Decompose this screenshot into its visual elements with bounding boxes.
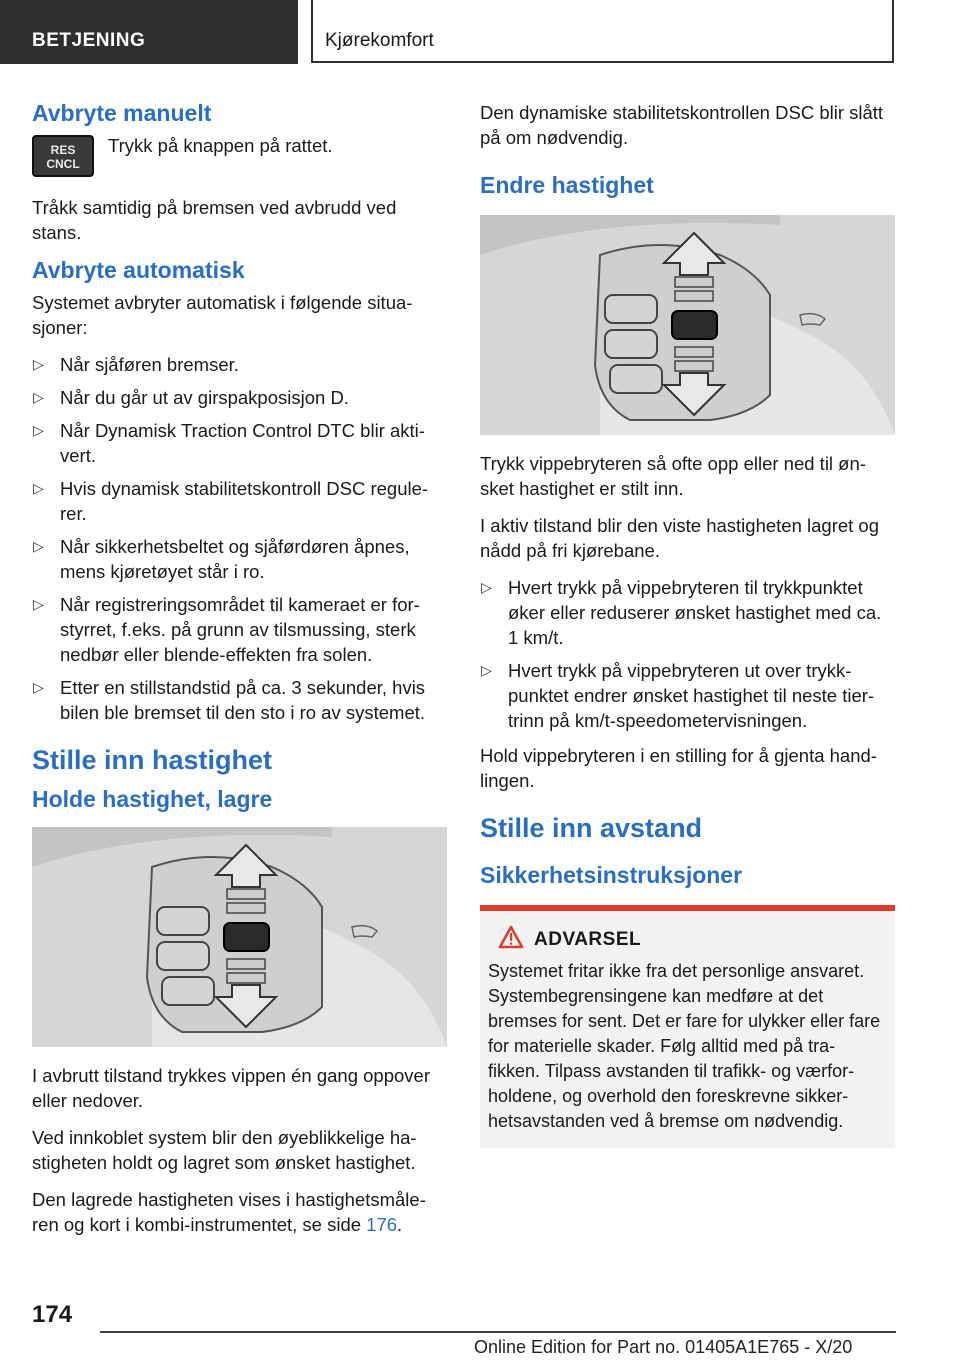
cncl-label: CNCL	[46, 157, 80, 171]
res-label: RES	[50, 143, 76, 157]
heading-safety: Sikkerhetsinstruksjoner	[480, 862, 743, 888]
list-item: ▷ Når sjåføren bremser.	[32, 352, 447, 377]
stored-speed-suffix: .	[397, 1214, 403, 1235]
heading-change-speed: Endre hastighet	[480, 172, 654, 198]
interrupted-state-text: I avbrutt tilstand trykkes vippen én gang oppover eller nedover.	[32, 1065, 430, 1111]
change-speed-list	[480, 575, 895, 733]
stored-speed-prefix: Den lagrede hastigheten vises i hastighetsmåle-ren og kort i kombi-instrumentet, se side	[32, 1189, 426, 1235]
list-item: ▷ Når Dynamisk Traction Control DTC blir akti-vert.	[32, 418, 447, 468]
press-instruction: Trykk på knappen på rattet.	[108, 135, 333, 156]
page-footer	[0, 1295, 960, 1362]
warning-title-text: ADVARSEL	[534, 929, 642, 950]
dsc-text: Den dynamiske stabilitetskontrollen DSC blir slått på om nødvendig.	[480, 102, 884, 148]
edition-text: Online Edition for Part no. 01405A1E765 - X/20	[474, 1337, 853, 1357]
steering-wheel-icon	[480, 215, 895, 435]
steering-wheel-rocker-illustration	[32, 827, 447, 1047]
list-item: ▷ Etter en stillstandstid på ca. 3 sekunder, hvis bilen ble bremset til den sto i ro av systemet.	[32, 675, 447, 725]
list-item: ▷ Hvert trykk på vippebryteren til trykkpunktet øker eller reduserer ønsket hastighet med ca. 1 km/t.	[480, 575, 895, 650]
warning-box	[480, 905, 895, 1148]
heading-set-speed: Stille inn hastighet	[32, 745, 273, 775]
active-state-text: I aktiv tilstand blir den viste hastigheten lagret og nådd på fri kjørebane.	[480, 515, 880, 561]
page-number: 174	[32, 1301, 73, 1328]
steering-wheel-icon	[32, 827, 447, 1047]
chapter-label: Kjørekomfort	[325, 30, 434, 51]
section-tab	[0, 0, 298, 64]
switched-on-text: Ved innkoblet system blir den øyeblikkelige ha-stigheten holdt og lagret som ønsket hastighet.	[32, 1127, 417, 1173]
steering-wheel-rocker-illustration-2	[480, 215, 895, 435]
rocker-instruction: Trykk vippebryteren så ofte opp eller ned til øn-sket hastighet er stilt inn.	[480, 453, 866, 499]
left-column	[32, 100, 447, 1249]
page-link-176[interactable]: 176	[366, 1214, 398, 1235]
res-cncl-button-icon	[32, 135, 94, 177]
auto-intro: Systemet avbryter automatisk i følgende situa-sjoner:	[32, 292, 413, 338]
warning-text: Systemet fritar ikke fra det personlige ansvaret. Systembegrensingene kan medføre at det bremses for sent. Det er fare for ulykker eller fare for materielle skader. Følg alltid med på tra-fikken. Tilpass avstanden til trafikk- og værfor-holdene, og overhold den foreskrevne sikker-hetsavstanden ved å bremse om nødvendig.	[488, 961, 881, 1131]
brake-instruction: Tråkk samtidig på bremsen ved avbrudd ved stans.	[32, 197, 397, 243]
heading-cancel-auto: Avbryte automatisk	[32, 257, 245, 283]
heading-hold-speed: Holde hastighet, lagre	[32, 786, 273, 812]
list-item: ▷ Når du går ut av girspakposisjon D.	[32, 385, 447, 410]
hold-rocker-text: Hold vippebryteren i en stilling for å gjenta hand-lingen.	[480, 745, 877, 791]
chapter-tab	[311, 0, 894, 63]
heading-cancel-manual: Avbryte manuelt	[32, 100, 212, 126]
list-item: ▷ Når sikkerhetsbeltet og sjåførdøren åpnes, mens kjøretøyet står i ro.	[32, 534, 447, 584]
page-header	[0, 0, 960, 66]
warning-triangle-icon	[498, 925, 524, 949]
list-item: ▷ Hvis dynamisk stabilitetskontroll DSC regule-rer.	[32, 476, 447, 526]
warning-title	[488, 929, 887, 951]
list-item: ▷ Når registreringsområdet til kameraet er for-styrret, f.eks. på grunn av tilsmussing, sterk nedbør eller blende-effekten fra solen.	[32, 592, 447, 667]
right-column	[480, 100, 895, 1148]
stored-speed-text	[32, 1187, 447, 1237]
res-cncl-row	[32, 133, 447, 183]
footer-divider	[100, 1331, 896, 1333]
heading-set-distance: Stille inn avstand	[480, 813, 703, 843]
list-item: ▷ Hvert trykk på vippebryteren ut over trykk-punktet endrer ønsket hastighet til neste tier-trinn på km/t-speedometervisningen.	[480, 658, 895, 733]
section-label: BETJENING	[32, 30, 146, 51]
auto-cancel-list	[32, 352, 447, 725]
